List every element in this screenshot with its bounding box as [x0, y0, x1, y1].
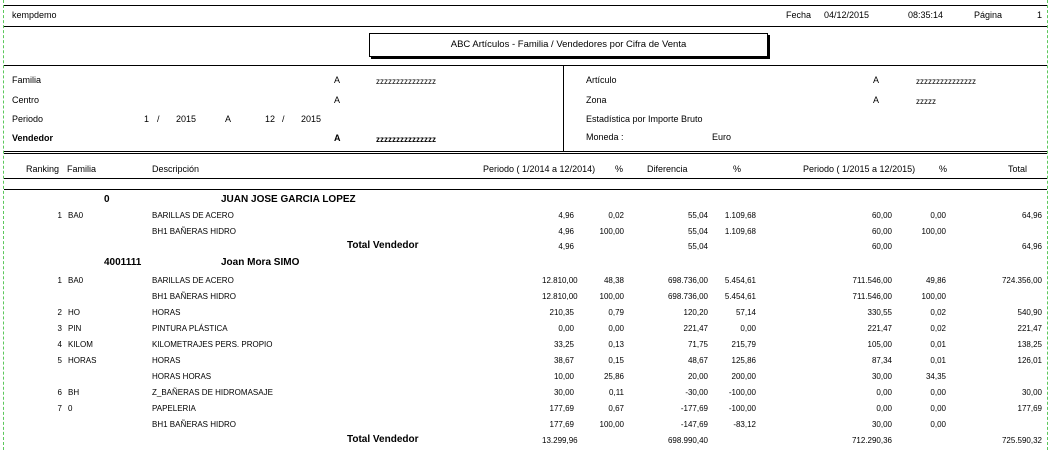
row-pc3: 0,01	[930, 356, 946, 365]
page-edge-left	[3, 0, 4, 450]
row-pc2: 1.109,68	[724, 211, 756, 220]
row-descripcion: BARILLAS DE ACERO	[152, 211, 234, 220]
row-descripcion: PAPELERIA	[152, 404, 196, 413]
vendor-name: JUAN JOSE GARCIA LOPEZ	[221, 194, 356, 205]
row-ranking: 1	[57, 211, 62, 220]
estadistica-label: Estadística por Importe Bruto	[586, 114, 703, 124]
row-ranking: 1	[57, 276, 62, 285]
row-dif: 71,75	[687, 340, 708, 349]
row-p1: 4,96	[558, 211, 574, 220]
total-p1: 13.299,96	[542, 436, 578, 445]
row-p1: 33,25	[553, 340, 574, 349]
col-diferencia: Diferencia	[647, 164, 688, 174]
articulo-to: zzzzzzzzzzzzzzz	[916, 77, 976, 86]
row-pc1: 0,11	[609, 388, 624, 397]
row-pc2: -100,00	[728, 388, 756, 397]
total-p2: 60,00	[871, 242, 892, 251]
row-p1: 10,00	[553, 372, 574, 381]
row-p2: 30,00	[871, 420, 892, 429]
time-value: 08:35:14	[908, 10, 944, 20]
col-pct-2: %	[733, 164, 742, 174]
row-pc1: 48,38	[603, 276, 624, 285]
row-dif: -147,69	[680, 420, 708, 429]
row-familia: HO	[68, 308, 80, 317]
row-tot: 540,90	[1017, 308, 1042, 317]
vendor-name: Joan Mora SIMO	[221, 257, 300, 268]
columns-top-border	[4, 151, 1047, 152]
zona-to: zzzzz	[916, 97, 936, 106]
total-tot: 725.590,32	[1001, 436, 1042, 445]
header-top-border	[4, 5, 1047, 6]
row-tot: 126,01	[1017, 356, 1042, 365]
row-pc1: 0,02	[608, 211, 624, 220]
row-pc2: 57,14	[735, 308, 756, 317]
moneda-value: Euro	[712, 132, 732, 142]
row-p2: 221,47	[867, 324, 892, 333]
periodo-slash-2: /	[282, 114, 285, 124]
row-pc1: 25,86	[603, 372, 624, 381]
centro-label: Centro	[12, 95, 40, 105]
row-pc3: 100,00	[921, 292, 946, 301]
row-tot: 177,69	[1017, 404, 1042, 413]
row-ranking: 2	[57, 308, 62, 317]
row-p2: 60,00	[871, 211, 892, 220]
row-pc3: 100,00	[921, 227, 946, 236]
columns-top-border-2	[4, 153, 1047, 154]
row-ranking: 4	[57, 340, 62, 349]
col-pct-1: %	[615, 164, 624, 174]
row-pc1: 100,00	[599, 420, 624, 429]
zona-a: A	[873, 95, 880, 105]
articulo-label: Artículo	[586, 75, 617, 85]
rows-top-border	[4, 189, 1047, 190]
filters-top-border	[4, 65, 1047, 66]
row-pc2: 5.454,61	[724, 276, 756, 285]
row-tot: 30,00	[1021, 388, 1042, 397]
report-title: ABC Artículos - Familia / Vendedores por Cifra de Venta	[369, 33, 768, 57]
total-vendedor-label: Total Vendedor	[347, 434, 419, 445]
row-dif: 698.736,00	[667, 292, 708, 301]
row-tot: 138,25	[1017, 340, 1042, 349]
row-familia: BA0	[68, 211, 84, 220]
row-tot: 64,96	[1021, 211, 1042, 220]
row-pc3: 49,86	[925, 276, 946, 285]
row-pc3: 0,01	[930, 340, 946, 349]
familia-a: A	[334, 75, 341, 85]
periodo-a: A	[225, 114, 232, 124]
row-ranking: 3	[57, 324, 62, 333]
company-name: kempdemo	[12, 10, 57, 20]
row-tot: 221,47	[1017, 324, 1042, 333]
row-pc3: 0,00	[930, 388, 946, 397]
periodo-label: Periodo	[12, 114, 44, 124]
row-p1: 30,00	[553, 388, 574, 397]
row-p2: 711.546,00	[852, 276, 892, 285]
row-descripcion: BARILLAS DE ACERO	[152, 276, 234, 285]
row-familia: BH	[68, 388, 80, 397]
header-bottom-border	[4, 26, 1047, 27]
col-pct-3: %	[939, 164, 948, 174]
col-total: Total	[1008, 164, 1028, 174]
row-p1: 177,69	[549, 404, 574, 413]
row-tot: 724.356,00	[1001, 276, 1042, 285]
row-dif: -30,00	[685, 388, 708, 397]
row-p2: 87,34	[871, 356, 892, 365]
total-p1: 4,96	[558, 242, 574, 251]
row-pc3: 0,00	[930, 420, 946, 429]
row-p1: 0,00	[558, 324, 574, 333]
periodo-from-year: 2015	[176, 114, 197, 124]
vendor-code: 4001111	[104, 257, 142, 268]
moneda-label: Moneda :	[586, 132, 624, 142]
row-pc1: 0,13	[608, 340, 624, 349]
row-pc2: -83,12	[733, 420, 756, 429]
row-p1: 210,35	[549, 308, 574, 317]
row-pc1: 100,00	[599, 292, 624, 301]
row-pc2: -100,00	[728, 404, 756, 413]
row-p1: 38,67	[553, 356, 574, 365]
row-pc2: 1.109,68	[724, 227, 756, 236]
row-pc1: 100,00	[599, 227, 624, 236]
vendedor-label: Vendedor	[12, 133, 54, 143]
row-ranking: 5	[57, 356, 62, 365]
row-dif: 221,47	[683, 324, 708, 333]
row-dif: 55,04	[687, 211, 708, 220]
row-pc3: 0,02	[930, 308, 946, 317]
row-p1: 12.810,00	[542, 292, 578, 301]
total-tot: 64,96	[1021, 242, 1042, 251]
row-p2: 60,00	[871, 227, 892, 236]
row-pc1: 0,67	[608, 404, 624, 413]
row-familia: KILOM	[68, 340, 93, 349]
row-dif: 55,04	[687, 227, 708, 236]
centro-a: A	[334, 95, 341, 105]
fecha-value: 04/12/2015	[824, 10, 870, 20]
row-p1: 4,96	[558, 227, 574, 236]
row-pc1: 0,15	[608, 356, 624, 365]
row-ranking: 6	[57, 388, 62, 397]
total-dif: 55,04	[687, 242, 708, 251]
row-pc2: 200,00	[731, 372, 756, 381]
row-p2: 0,00	[876, 404, 892, 413]
row-pc3: 0,02	[930, 324, 946, 333]
row-descripcion: HORAS	[152, 308, 181, 317]
zona-label: Zona	[586, 95, 607, 105]
page-edge-right	[1047, 0, 1048, 450]
total-vendedor-label: Total Vendedor	[347, 240, 419, 251]
articulo-a: A	[873, 75, 880, 85]
row-pc3: 34,35	[925, 372, 946, 381]
familia-to: zzzzzzzzzzzzzzz	[376, 77, 436, 86]
row-p1: 177,69	[549, 420, 574, 429]
familia-label: Familia	[12, 75, 42, 85]
row-pc2: 5.454,61	[724, 292, 756, 301]
row-p2: 105,00	[867, 340, 892, 349]
col-periodo-2014: Periodo ( 1/2014 a 12/2014)	[483, 164, 596, 174]
row-dif: 120,20	[683, 308, 708, 317]
row-pc3: 0,00	[930, 211, 946, 220]
row-ranking: 7	[57, 404, 62, 413]
filters-divider	[563, 65, 564, 151]
row-dif: 20,00	[687, 372, 708, 381]
row-dif: 698.736,00	[667, 276, 708, 285]
periodo-to-month: 12	[265, 114, 276, 124]
row-descripcion: Z_BAÑERAS DE HIDROMASAJE	[152, 388, 273, 397]
total-p2: 712.290,36	[851, 436, 892, 445]
row-pc2: 125,86	[731, 356, 756, 365]
columns-bottom-border	[4, 178, 1047, 179]
row-dif: -177,69	[680, 404, 708, 413]
row-pc2: 215,79	[731, 340, 756, 349]
periodo-slash-1: /	[157, 114, 160, 124]
col-descripcion: Descripción	[152, 164, 200, 174]
periodo-from-month: 1	[144, 114, 150, 124]
row-pc1: 0,79	[608, 308, 624, 317]
row-pc3: 0,00	[930, 404, 946, 413]
vendedor-to: zzzzzzzzzzzzzzz	[376, 135, 436, 144]
row-p2: 0,00	[876, 388, 892, 397]
row-familia: 0	[68, 404, 73, 413]
pagina-value: 1	[1036, 10, 1042, 20]
row-descripcion: PINTURA PLÁSTICA	[152, 324, 228, 333]
col-periodo-2015: Periodo ( 1/2015 a 12/2015)	[803, 164, 916, 174]
row-familia: PIN	[68, 324, 82, 333]
row-descripcion: KILOMETRAJES PERS. PROPIO	[152, 340, 273, 349]
row-p2: 30,00	[871, 372, 892, 381]
periodo-to-year: 2015	[301, 114, 322, 124]
fecha-label: Fecha	[786, 10, 812, 20]
row-descripcion: BH1 BAÑERAS HIDRO	[152, 292, 237, 301]
col-familia: Familia	[67, 164, 97, 174]
pagina-label: Página	[974, 10, 1003, 20]
vendor-code: 0	[104, 194, 110, 205]
col-ranking: Ranking	[26, 164, 60, 174]
row-p2: 711.546,00	[852, 292, 892, 301]
row-p1: 12.810,00	[542, 276, 578, 285]
row-pc1: 0,00	[608, 324, 624, 333]
row-p2: 330,55	[867, 308, 892, 317]
row-familia: HORAS	[68, 356, 97, 365]
row-familia: BA0	[68, 276, 84, 285]
row-descripcion: BH1 BAÑERAS HIDRO	[152, 420, 237, 429]
total-dif: 698.990,40	[667, 436, 708, 445]
row-descripcion: BH1 BAÑERAS HIDRO	[152, 227, 237, 236]
row-dif: 48,67	[687, 356, 708, 365]
vendedor-a: A	[334, 133, 341, 143]
row-descripcion: HORAS	[152, 356, 181, 365]
row-pc2: 0,00	[740, 324, 756, 333]
row-descripcion: HORAS HORAS	[152, 372, 212, 381]
